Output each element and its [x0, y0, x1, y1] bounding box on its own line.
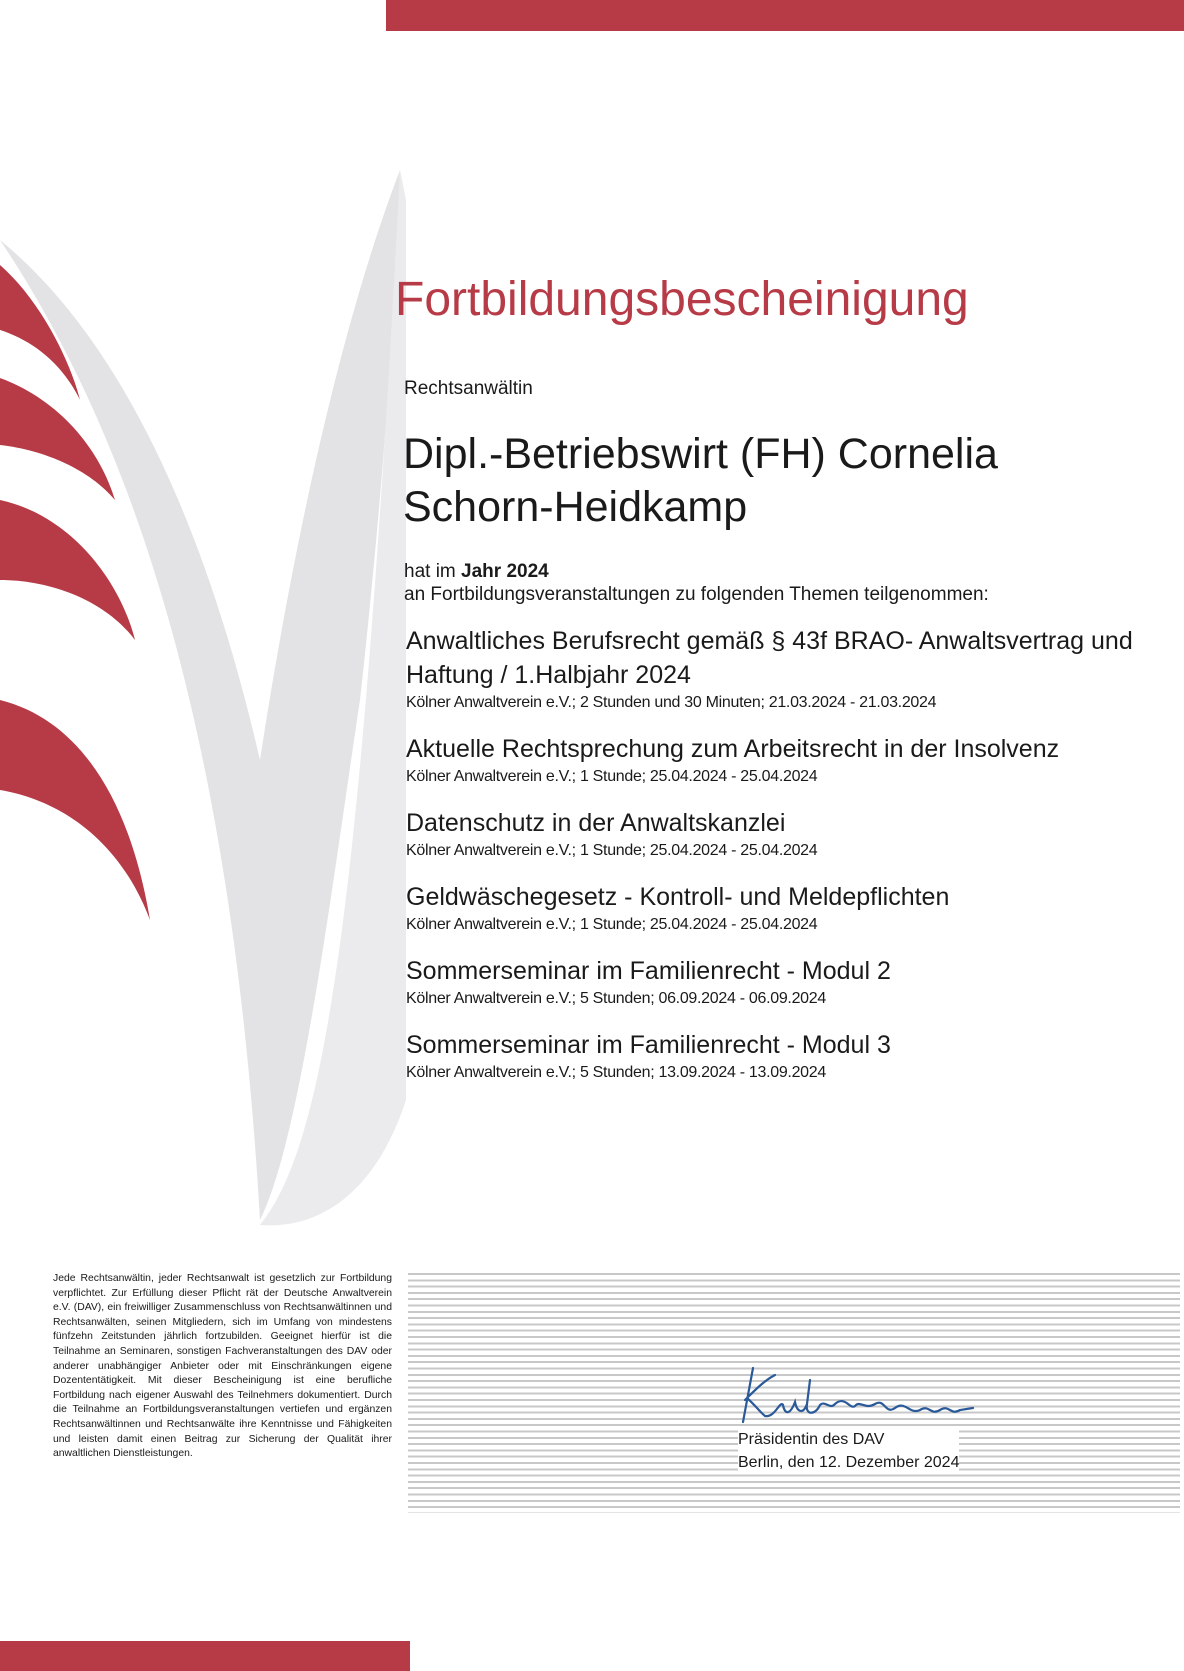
place-date: Berlin, den 12. Dezember 2024: [738, 1454, 960, 1471]
course-list: [406, 624, 1146, 1102]
signatory-role: Präsidentin des DAV: [738, 1431, 885, 1448]
course-meta: Kölner Anwaltverein e.V.; 1 Stunde; 25.04.2024 - 25.04.2024: [406, 768, 818, 785]
course-item: [406, 1028, 1146, 1084]
signatory-block: [738, 1428, 959, 1474]
salutation: Rechtsanwältin: [404, 378, 533, 399]
legal-notice: Jede Rechtsanwältin, jeder Rechtsanwalt ist gesetzlich zur Fortbildung verpflichtet. Zur Erfüllung dieser Pflicht rät der Deutsche Anwaltverein e.V. (DAV), ein freiwilliger Zusammenschluss von Rechtsanwältinnen und Rechtsanwälten, seinen Mitgliedern, sich im Umfang von mindestens fünfzehn Zeitstunden jährlich fortzubilden. Geeignet hierfür ist die Teilnahme an Seminaren, sonstigen Fachveranstaltungen des DAV oder anderer unabhängiger Anbieter oder mit Einschränkungen eigene Dozententätigkeit. Mit dieser Bescheinigung ist eine berufliche Fortbildung nach eigener Auswahl des Teilnehmers dokumentiert. Durch die Teilnahme an Fortbildungsveranstaltungen vertiefen und ergänzen Rechtsanwältinnen und Rechtsanwälte ihre Kenntnisse und Fähigkeiten und leisten damit einen Beitrag zur Sicherung der Qualität ihrer anwaltlichen Dienstleistungen.: [53, 1273, 392, 1460]
course-item: [406, 732, 1146, 788]
course-item: [406, 806, 1146, 862]
red-swoosh-3: [0, 500, 135, 640]
course-title: Sommerseminar im Familienrecht - Modul 2: [406, 957, 891, 985]
course-title: Anwaltliches Berufsrecht gemäß § 43f BRAO- Anwaltsvertrag und Haftung / 1.Halbjahr 2024: [406, 627, 1133, 689]
certificate-title: Fortbildungsbescheinigung: [395, 273, 969, 326]
course-meta: Kölner Anwaltverein e.V.; 2 Stunden und 30 Minuten; 21.03.2024 - 21.03.2024: [406, 694, 937, 711]
course-title: Datenschutz in der Anwaltskanzlei: [406, 809, 786, 837]
course-title: Sommerseminar im Familienrecht - Modul 3: [406, 1031, 891, 1059]
intro-year: Jahr 2024: [461, 561, 549, 582]
course-title: Geldwäschegesetz - Kontroll- und Meldepflichten: [406, 883, 950, 911]
course-item: [406, 624, 1146, 714]
course-item: [406, 880, 1146, 936]
course-title: Aktuelle Rechtsprechung zum Arbeitsrecht in der Insolvenz: [406, 735, 1060, 763]
course-item: [406, 954, 1146, 1010]
course-meta: Kölner Anwaltverein e.V.; 1 Stunde; 25.04.2024 - 25.04.2024: [406, 842, 818, 859]
red-swoosh-4: [0, 700, 150, 920]
bottom-accent-bar: [0, 1641, 410, 1671]
intro-prefix: hat im: [404, 561, 456, 582]
intro-text: [404, 560, 989, 606]
course-meta: Kölner Anwaltverein e.V.; 5 Stunden; 06.09.2024 - 06.09.2024: [406, 990, 826, 1007]
course-meta: Kölner Anwaltverein e.V.; 5 Stunden; 13.09.2024 - 13.09.2024: [406, 1064, 826, 1081]
signature-image: [735, 1360, 995, 1430]
course-meta: Kölner Anwaltverein e.V.; 1 Stunde; 25.04.2024 - 25.04.2024: [406, 916, 818, 933]
participant-name: Dipl.-Betriebswirt (FH) Cornelia Schorn-Heidkamp: [403, 430, 998, 531]
intro-line2: an Fortbildungsveranstaltungen zu folgenden Themen teilgenommen:: [404, 584, 989, 605]
